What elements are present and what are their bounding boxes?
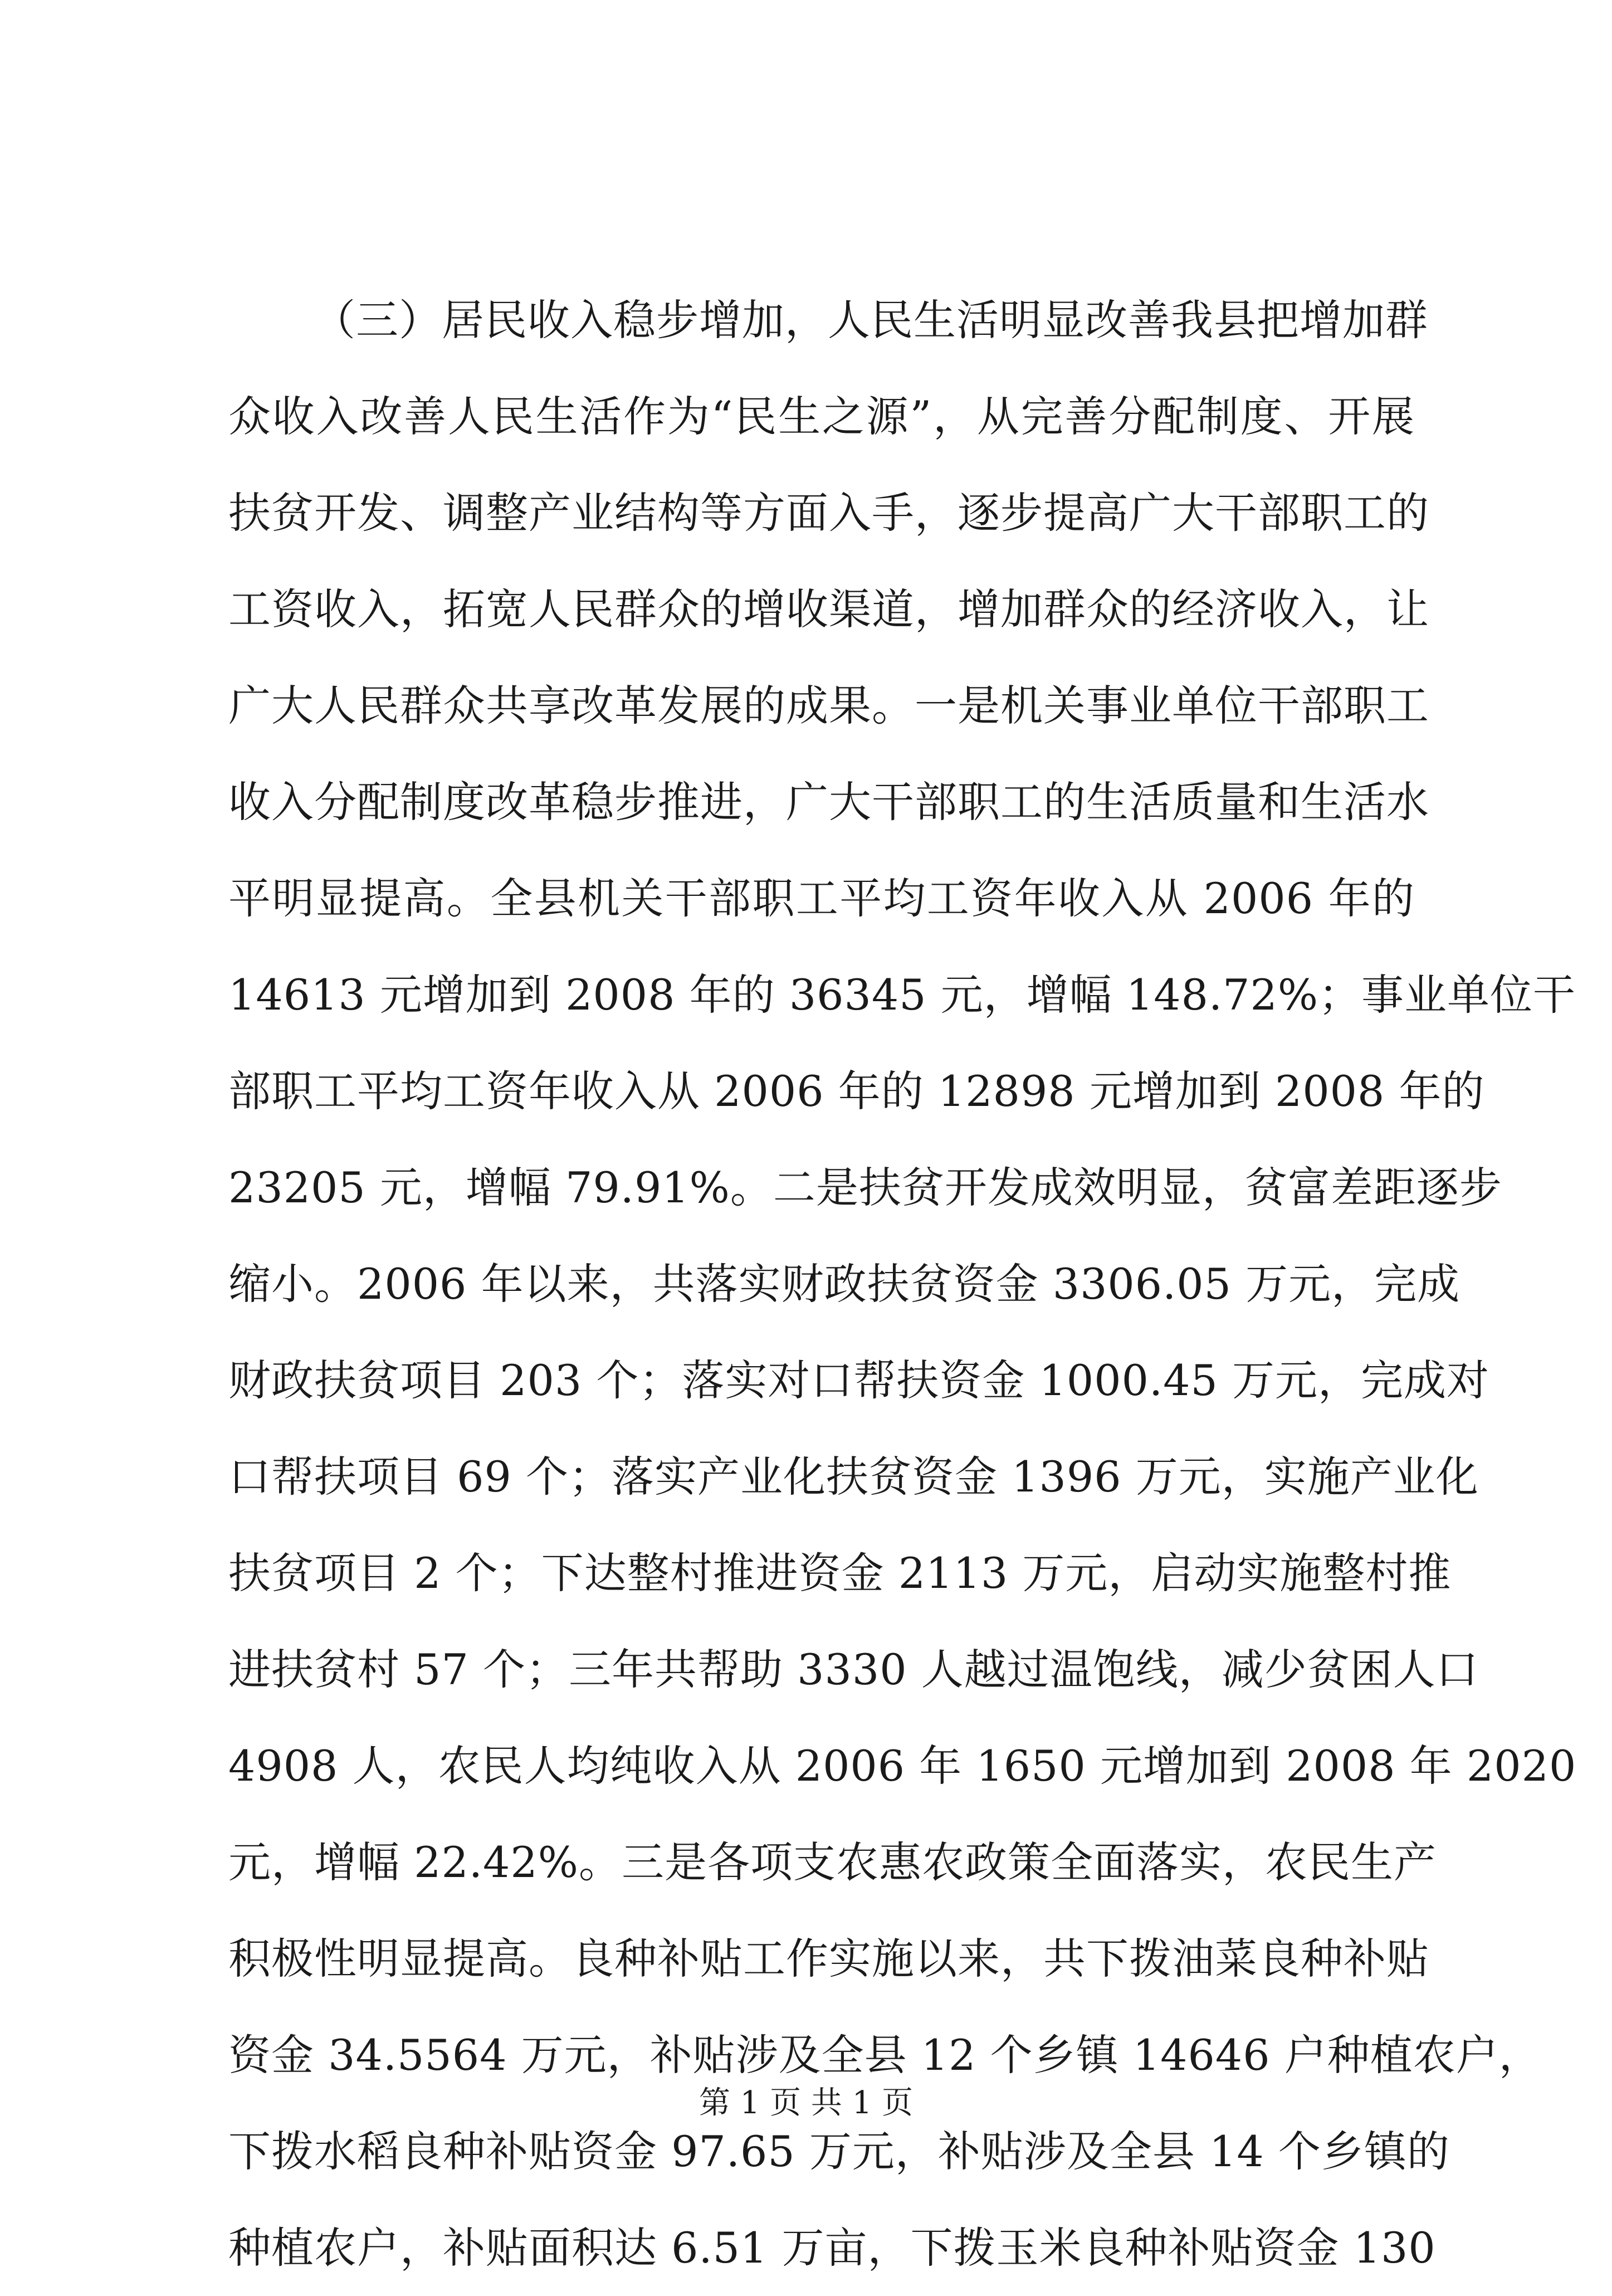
- text-line: 收入分配制度改革稳步推进，广大干部职工的生活质量和生活水: [228, 777, 1429, 827]
- text-line: 23205 元，增幅 79.91%。二是扶贫开发成效明显，贫富差距逐步: [228, 1163, 1502, 1212]
- text-line: 积极性明显提高。良种补贴工作实施以来，共下拨油菜良种补贴: [228, 1934, 1429, 1983]
- text-line: 种植农户，补贴面积达 6.51 万亩，下拨玉米良种补贴资金 130: [228, 2223, 1436, 2273]
- text-line: 4908 人，农民人均纯收入从 2006 年 1650 元增加到 2008 年 2020: [228, 1741, 1577, 1791]
- text-line: 财政扶贫项目 203 个；落实对口帮扶资金 1000.45 万元，完成对: [228, 1356, 1489, 1405]
- text-line: 工资收入，拓宽人民群众的增收渠道，增加群众的经济收入，让: [228, 584, 1429, 634]
- text-line: 下拨水稻良种补贴资金 97.65 万元，补贴涉及全县 14 个乡镇的: [228, 2127, 1450, 2176]
- text-line: 缩小。2006 年以来，共落实财政扶贫资金 3306.05 万元，完成: [228, 1259, 1460, 1309]
- text-line: 平明显提高。全县机关干部职工平均工资年收入从 2006 年的: [228, 874, 1415, 923]
- text-line: 众收入改善人民生活作为“民生之源”，从完善分配制度、开展: [228, 392, 1415, 441]
- text-line: 14613 元增加到 2008 年的 36345 元，增幅 148.72%；事业单位干: [228, 970, 1576, 1020]
- text-line: 扶贫项目 2 个；下达整村推进资金 2113 万元，启动实施整村推: [228, 1548, 1452, 1598]
- text-line: 资金 34.5564 万元，补贴涉及全县 12 个乡镇 14646 户种植农户，: [228, 2030, 1542, 2080]
- text-line: （三）居民收入稳步增加，人民生活明显改善我县把增加群: [313, 295, 1428, 345]
- text-line: 进扶贫村 57 个；三年共帮助 3330 人越过温饱线，减少贫困人口: [228, 1645, 1479, 1694]
- page-footer: 第 1 页 共 1 页: [698, 2085, 914, 2121]
- text-line: 元，增幅 22.42%。三是各项支农惠农政策全面落实，农民生产: [228, 1837, 1437, 1887]
- body-paragraph: [228, 272, 1577, 2296]
- text-line: 部职工平均工资年收入从 2006 年的 12898 元增加到 2008 年的: [228, 1066, 1485, 1116]
- text-line: 扶贫开发、调整产业结构等方面入手，逐步提高广大干部职工的: [228, 488, 1429, 538]
- text-line: 广大人民群众共享改革发展的成果。一是机关事业单位干部职工: [228, 681, 1429, 730]
- text-line: 口帮扶项目 69 个；落实产业化扶贫资金 1396 万元，实施产业化: [228, 1452, 1479, 1502]
